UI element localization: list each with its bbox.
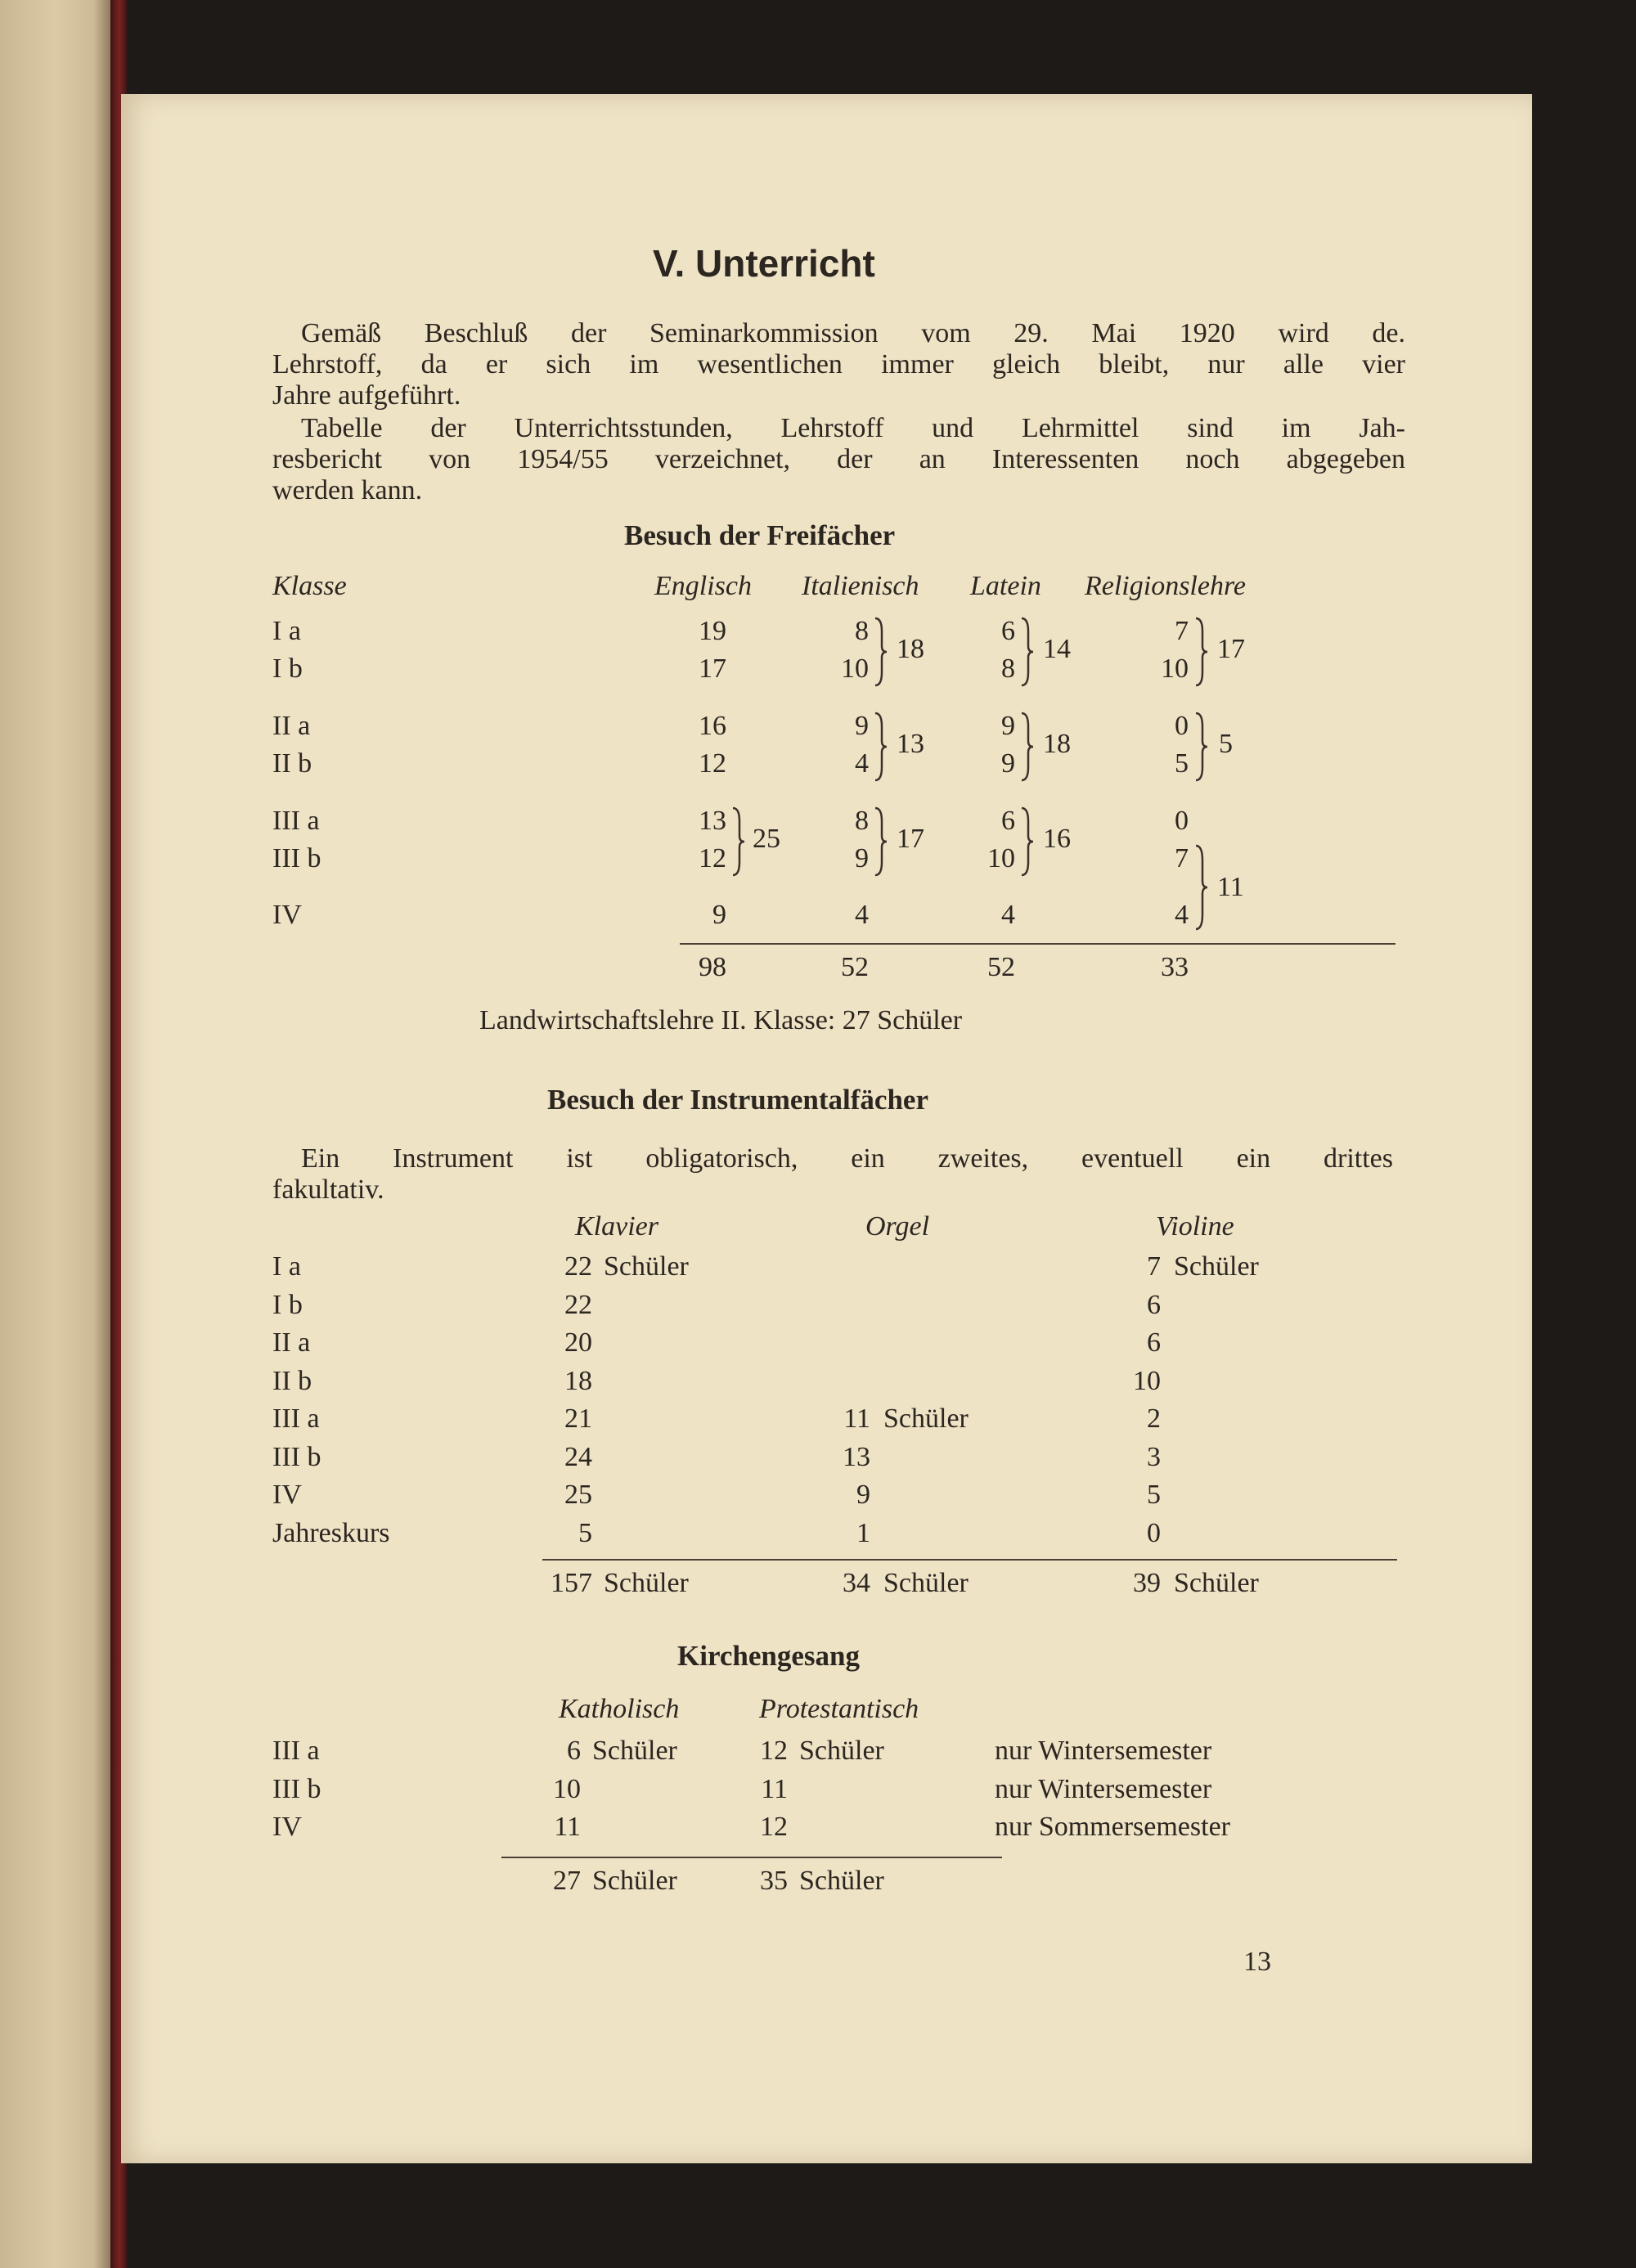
total-orgel-unit: Schüler	[883, 1568, 969, 1598]
brace-latein-1	[1018, 615, 1035, 689]
col-header-violine: Violine	[1156, 1211, 1234, 1242]
sum-ital-1: 18	[897, 634, 924, 664]
cell-violine: 3	[1147, 1441, 1161, 1472]
sum-latein-2: 18	[1043, 729, 1071, 759]
sum-englisch-3: 25	[753, 824, 780, 854]
cell-klavier: 21	[564, 1403, 592, 1434]
instrumente-heading: Besuch der Instrumentalfächer	[547, 1084, 928, 1116]
intro-line: werden kann.	[272, 475, 423, 505]
sum-latein-3: 16	[1043, 824, 1071, 854]
cell-religion: 7	[1175, 843, 1189, 874]
cell-katholisch: 11	[554, 1812, 581, 1842]
row-label: I a	[272, 1251, 301, 1282]
cell-religion: 7	[1175, 616, 1189, 646]
brace-religion-3	[1193, 842, 1209, 932]
row-label: III b	[272, 843, 321, 874]
brace-englisch-3	[730, 805, 746, 878]
cell-klavier: 20	[564, 1327, 592, 1358]
cell-violine: 5	[1147, 1480, 1161, 1510]
cell-orgel: 9	[856, 1480, 870, 1510]
total-italienisch: 52	[841, 952, 869, 982]
col-header-religionslehre: Religionslehre	[1085, 571, 1247, 601]
cell-klavier-unit: Schüler	[604, 1251, 689, 1282]
sum-religion-2: 5	[1219, 729, 1233, 759]
row-label: I b	[272, 1289, 303, 1320]
cell-protestantisch-unit: Schüler	[799, 1736, 884, 1766]
cell-italienisch: 8	[855, 616, 869, 646]
total-englisch: 98	[699, 952, 726, 982]
row-label: III b	[272, 1441, 321, 1472]
cell-orgel-unit: Schüler	[883, 1403, 969, 1434]
row-label: III b	[272, 1773, 321, 1804]
page-title: V. Unterricht	[653, 242, 875, 285]
total-religion: 33	[1161, 952, 1189, 982]
total-protestantisch-unit: Schüler	[799, 1866, 884, 1896]
row-label: III a	[272, 806, 320, 836]
col-header-klavier: Klavier	[575, 1211, 658, 1242]
col-header-orgel: Orgel	[865, 1211, 930, 1242]
cell-italienisch: 8	[855, 806, 869, 836]
cell-latein: 6	[1001, 616, 1015, 646]
brace-ital-3	[872, 805, 888, 878]
row-label: II b	[272, 1365, 312, 1396]
cell-violine: 6	[1147, 1289, 1161, 1320]
sum-latein-1: 14	[1043, 634, 1071, 664]
cell-protestantisch: 12	[760, 1812, 788, 1842]
kirchengesang-total-rule	[501, 1857, 1002, 1858]
cell-latein: 9	[1001, 748, 1015, 779]
book-page	[121, 94, 1532, 2163]
row-label: Jahreskurs	[272, 1517, 390, 1548]
cell-latein: 4	[1001, 900, 1015, 930]
row-label: I a	[272, 616, 301, 646]
cell-katholisch: 10	[553, 1773, 581, 1804]
brace-ital-1	[872, 615, 888, 689]
cell-englisch: 9	[712, 900, 726, 930]
cell-englisch: 17	[699, 653, 726, 684]
row-label: III a	[272, 1736, 320, 1766]
total-orgel: 34	[843, 1568, 870, 1598]
row-label: III a	[272, 1403, 320, 1434]
intro-line: resbericht von 1954/55 verzeichnet, der an Interessenten noch abgegeben	[272, 444, 1405, 474]
cell-violine: 0	[1147, 1517, 1161, 1548]
kirchengesang-heading: Kirchengesang	[677, 1640, 860, 1672]
cell-latein: 10	[987, 843, 1015, 874]
row-label: IV	[272, 1480, 302, 1510]
cell-klavier: 24	[564, 1441, 592, 1472]
freifaecher-note: Landwirtschaftslehre II. Klasse: 27 Schüler	[479, 1005, 963, 1035]
cell-violine: 7	[1147, 1251, 1161, 1282]
row-label: I b	[272, 653, 303, 684]
intro-line: Jahre aufgeführt.	[272, 380, 461, 411]
cell-italienisch: 9	[855, 843, 869, 874]
instrumente-total-rule	[542, 1559, 1397, 1561]
row-label: II b	[272, 748, 312, 779]
sum-religion-1: 17	[1217, 634, 1245, 664]
brace-religion-2	[1193, 710, 1209, 784]
sum-religion-3: 11	[1217, 872, 1244, 902]
cell-semester-note: nur Sommersemester	[995, 1812, 1230, 1842]
cell-klavier: 18	[564, 1365, 592, 1396]
brace-latein-3	[1018, 805, 1035, 878]
total-klavier: 157	[551, 1568, 592, 1598]
cell-latein: 9	[1001, 711, 1015, 741]
freifaecher-heading: Besuch der Freifächer	[624, 519, 896, 551]
row-label: II a	[272, 711, 311, 741]
cell-religion: 0	[1175, 711, 1189, 741]
instrumente-intro-line: Ein Instrument ist obligatorisch, ein zweites, eventuell ein drittes	[301, 1143, 1393, 1174]
cell-violine: 10	[1133, 1365, 1161, 1396]
cell-protestantisch: 11	[761, 1773, 788, 1804]
cell-religion: 10	[1161, 653, 1189, 684]
total-klavier-unit: Schüler	[604, 1568, 689, 1598]
col-header-englisch: Englisch	[654, 571, 752, 601]
page-number: 13	[1243, 1947, 1271, 1977]
total-violine-unit: Schüler	[1174, 1568, 1259, 1598]
col-header-katholisch: Katholisch	[559, 1694, 680, 1724]
col-header-italienisch: Italienisch	[802, 571, 919, 601]
cell-englisch: 13	[699, 806, 726, 836]
intro-line: Tabelle der Unterrichtsstunden, Lehrstoff und Lehrmittel sind im Jah-	[301, 413, 1405, 443]
row-label: IV	[272, 1812, 302, 1842]
sum-ital-2: 13	[897, 729, 924, 759]
cell-violine-unit: Schüler	[1174, 1251, 1259, 1282]
cell-latein: 8	[1001, 653, 1015, 684]
cell-englisch: 12	[699, 843, 726, 874]
row-label: II a	[272, 1327, 311, 1358]
row-label: IV	[272, 900, 302, 930]
cell-klavier: 25	[564, 1480, 592, 1510]
cell-italienisch: 9	[855, 711, 869, 741]
cell-katholisch: 6	[567, 1736, 581, 1766]
cell-orgel: 13	[843, 1441, 870, 1472]
cell-religion: 0	[1175, 806, 1189, 836]
instrumente-intro-line: fakultativ.	[272, 1174, 384, 1205]
cell-italienisch: 4	[855, 900, 869, 930]
brace-latein-2	[1018, 710, 1035, 784]
cell-italienisch: 4	[855, 748, 869, 779]
freifaecher-total-rule	[680, 943, 1396, 945]
cell-latein: 6	[1001, 806, 1015, 836]
cell-klavier: 22	[564, 1251, 592, 1282]
cell-religion: 5	[1175, 748, 1189, 779]
col-header-latein: Latein	[970, 571, 1041, 601]
col-header-klasse: Klasse	[272, 571, 347, 601]
cell-semester-note: nur Wintersemester	[995, 1773, 1212, 1804]
total-violine: 39	[1133, 1568, 1161, 1598]
cell-protestantisch: 12	[760, 1736, 788, 1766]
cell-religion: 4	[1175, 900, 1189, 930]
brace-religion-1	[1193, 615, 1209, 689]
total-katholisch-unit: Schüler	[592, 1866, 677, 1896]
cell-englisch: 12	[699, 748, 726, 779]
total-latein: 52	[987, 952, 1015, 982]
intro-line: Gemäß Beschluß der Seminarkommission vom 29. Mai 1920 wird de.	[301, 318, 1405, 348]
facing-page-edge	[0, 0, 110, 2268]
cell-englisch: 16	[699, 711, 726, 741]
total-katholisch: 27	[553, 1866, 581, 1896]
total-protestantisch: 35	[760, 1866, 788, 1896]
col-header-protestantisch: Protestantisch	[759, 1694, 919, 1724]
cell-italienisch: 10	[841, 653, 869, 684]
cell-englisch: 19	[699, 616, 726, 646]
cell-klavier: 22	[564, 1289, 592, 1320]
brace-ital-2	[872, 710, 888, 784]
cell-klavier: 5	[578, 1517, 592, 1548]
cell-orgel: 1	[856, 1517, 870, 1548]
intro-line: Lehrstoff, da er sich im wesentlichen immer gleich bleibt, nur alle vier	[272, 349, 1405, 379]
cell-violine: 2	[1147, 1403, 1161, 1434]
cell-semester-note: nur Wintersemester	[995, 1736, 1212, 1766]
cell-katholisch-unit: Schüler	[592, 1736, 677, 1766]
cell-violine: 6	[1147, 1327, 1161, 1358]
sum-ital-3: 17	[897, 824, 924, 854]
cell-orgel: 11	[843, 1403, 870, 1434]
